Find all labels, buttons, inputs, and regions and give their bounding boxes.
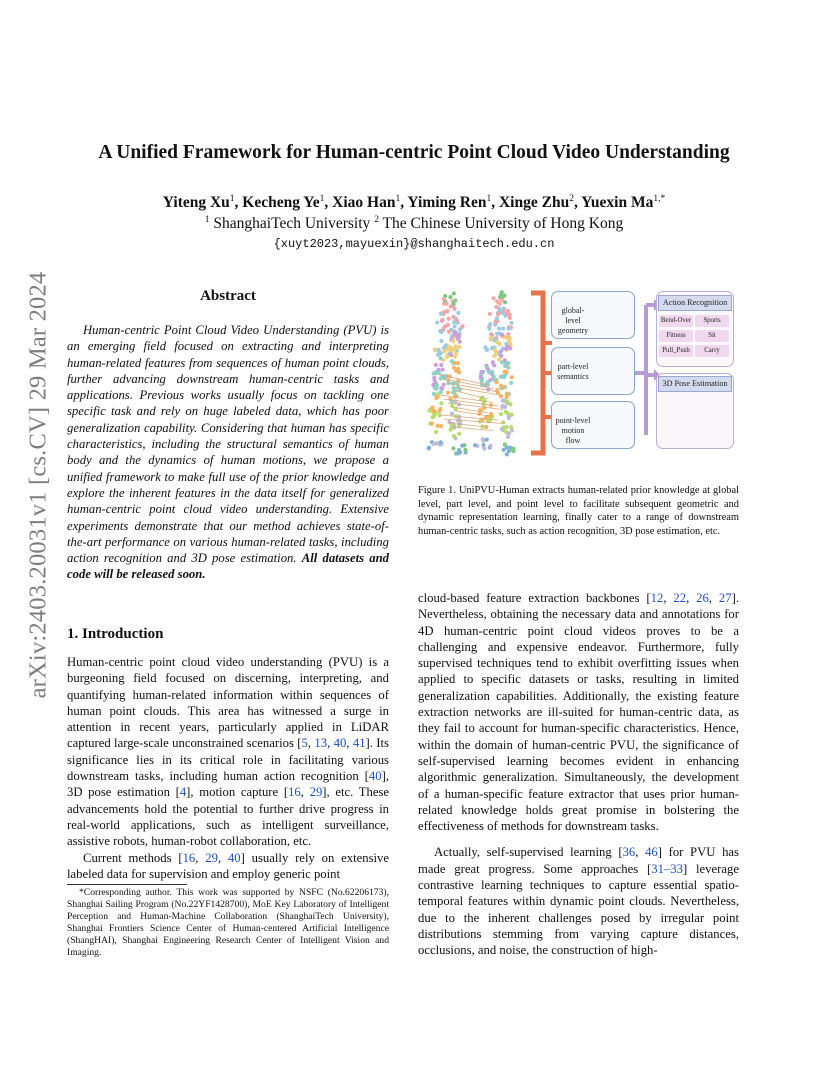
citation-link[interactable]: 46 (645, 845, 658, 860)
right-column-body (418, 590, 739, 959)
point-cloud-dot (437, 371, 441, 375)
text-run: cloud-based feature extraction backbones [ (418, 591, 651, 605)
point-cloud-dot (500, 298, 504, 302)
abstract-heading: Abstract (200, 288, 256, 304)
abstract-body (67, 322, 389, 583)
figure-1 (418, 285, 740, 467)
text-run: Actually, self-supervised learning [ (434, 845, 623, 860)
flow-line (440, 395, 493, 403)
paragraph: Current methods [16, 29, 40] usually rely on extensive labeled data for supervision and employ generic point (67, 850, 390, 881)
point-cloud-dot (454, 352, 458, 356)
citation-link[interactable]: 40 (333, 736, 347, 751)
point-cloud-dot (511, 447, 515, 451)
section-heading-introduction: 1. Introduction (67, 626, 164, 642)
point-cloud-dot (493, 337, 497, 341)
point-cloud-dot (435, 441, 439, 445)
point-cloud-dot (500, 333, 504, 337)
point-cloud-dot (500, 360, 504, 364)
point-cloud-dot (508, 346, 512, 350)
point-cloud-dot (449, 353, 453, 357)
panel-label-global: global-level geometry (557, 306, 589, 335)
point-cloud-dot (432, 376, 436, 380)
point-cloud-dot (488, 322, 492, 326)
action-tag: Sit (695, 330, 729, 342)
point-cloud-dot (484, 416, 488, 420)
author-name: Xinge Zhu (498, 194, 570, 212)
point-cloud-dot (499, 349, 503, 353)
point-cloud-dot (499, 354, 503, 358)
point-cloud-dot (501, 398, 505, 402)
point-cloud-dot (510, 413, 514, 417)
text-run: ], 3D pose estimation [ (67, 769, 389, 800)
point-cloud-dot (505, 392, 509, 396)
point-cloud-dot (501, 404, 505, 408)
point-cloud-dot (499, 412, 503, 416)
point-cloud-dot (434, 430, 438, 434)
citation-link[interactable]: 40 (368, 769, 382, 784)
panel-part-level (551, 347, 635, 395)
point-cloud-dot (481, 443, 485, 447)
point-cloud-dot (430, 422, 434, 426)
point-cloud-dot (486, 367, 490, 371)
point-cloud-dot (435, 320, 439, 324)
point-cloud-dot (433, 348, 437, 352)
point-cloud-dot (460, 324, 464, 328)
point-cloud-dot (449, 305, 453, 309)
point-cloud-dot (485, 348, 489, 352)
point-cloud-dot (452, 434, 456, 438)
author-emails: {xuyt2023,mayuexin}@shanghaitech.edu.cn (273, 237, 555, 251)
citation-link[interactable]: 16 (288, 785, 301, 800)
point-cloud-dot (510, 428, 514, 432)
text-run: ], etc. These advancements hold the potential to further drive progress in real-world applications, such as intelligent surveillance, assistive robots, human-robot collaboration, etc. (67, 785, 390, 849)
point-cloud-dot (507, 431, 511, 435)
point-cloud-dot (460, 444, 464, 448)
point-cloud-dot (454, 369, 458, 373)
point-cloud-dot (485, 380, 489, 384)
citation-link[interactable]: 40 (227, 850, 241, 865)
point-cloud-dot (491, 360, 495, 364)
paragraph: Human-centric point cloud video understanding (PVU) is a burgeoning field focused on discerning, interpreting, and quantifying human-related information within sequences of human point clouds. This area has witnessed a surge in attention in recent years, particularly applied in LiDAR captured large-scale unconstrained scenarios [5, 13, 40, 41]. Its significance lies in its critical role in facilitating various downstream tasks, including human action recognition [40], 3D pose estimation [4], motion capture [16, 29], etc. These advancements hold the potential to further drive progress in real-world applications, such as intelligent surveillance, assistive robots, human-robot collaboration, etc. (67, 655, 390, 849)
point-cloud-dot (457, 448, 461, 452)
point-cloud-dot (497, 326, 501, 330)
flow-line (456, 411, 493, 417)
point-cloud-dot (434, 363, 438, 367)
point-cloud-dot (439, 376, 443, 380)
point-cloud-dot (437, 348, 441, 352)
footnote-text: *Corresponding author. This work was supported by NSFC (No.62206173), Shanghai Sailing Program (No.22YF1428700), MoE Key Laboratory of Intelligent Perception and Human-Machine Collaboration (ShanghaiTech University), Shanghai Frontiers Science Center of Human-centered Artificial Intelligence (ShangHAI), Shanghai Engineering Research Center of Intelligent Vision and Imaging. (67, 887, 389, 958)
paragraph: Actually, self-supervised learning [36, 46] for PVU has made great progress. Some approaches [31–33] leverage contrastive learning techniques to capture essential spatio-temporal features within dynamic point clouds. Nevertheless, due to the inherent challenges posed by irregular point distributions stemming from varying capture distances, occlusions, and noise, the construction of high- (418, 845, 739, 958)
point-cloud-dot (431, 371, 435, 375)
point-cloud-dot (436, 395, 440, 399)
point-cloud-dot (430, 405, 434, 409)
point-cloud-dot (490, 370, 494, 374)
citation-link[interactable]: 13 (314, 736, 328, 751)
point-cloud-dot (479, 375, 483, 379)
author-mark: 1 (229, 194, 235, 204)
point-cloud-dot (448, 295, 452, 299)
point-cloud-dot (506, 309, 510, 313)
panel-label-point: point-level motion flow (555, 416, 591, 445)
point-cloud-dot (502, 375, 506, 379)
point-cloud-dot (439, 424, 443, 428)
point-cloud-dot (504, 425, 508, 429)
affiliation-mark: 2 (374, 215, 379, 225)
action-tag: Bend-Over (659, 315, 693, 327)
panel-label-part: part-level semantics (557, 362, 589, 381)
point-cloud-dot (442, 383, 446, 387)
point-cloud-dot (446, 391, 450, 395)
point-cloud-dot (493, 320, 497, 324)
text-run: Human-centric point cloud video understanding (PVU) is a burgeoning field focused on discerning, interpreting, and quantifying human-related information within sequences of human point clouds. This area has witnessed a surge in attention in recent years, particularly applied in LiDAR captured large-scale unconstrained scenarios [ (67, 655, 389, 751)
introduction-body (67, 654, 389, 882)
point-cloud-dot (489, 412, 493, 416)
point-cloud-dot (439, 440, 443, 444)
point-cloud-dot (456, 334, 460, 338)
author-name: Kecheng Ye (242, 194, 320, 212)
point-cloud-dot (437, 409, 441, 413)
point-cloud-dot (498, 308, 502, 312)
point-cloud-dot (504, 410, 508, 414)
point-cloud-dot (457, 345, 461, 349)
abstract-text: Human-centric Point Cloud Video Understanding (PVU) is an emerging field focused on extracting and interpreting human-related features from sequences of human point clouds, further advancing downstream human-centric tasks and applications. Previous works usually focus on tackling one specific task and rely on huge labeled data, which has poor generalization capability. Considering that human has specific characteristics, including the structural semantics of human body and the dynamics of human motions, we propose a unified framework to make full use of the prior knowledge and explore the inherent features in the data itself for generalized human-centric point cloud video understanding. Extensive experiments demonstrate that our method achieves state-of-the-art performance on various human-related tasks, including action recognition and 3D pose estimation. (67, 323, 389, 566)
point-cloud-dot (458, 340, 462, 344)
point-cloud-dot (482, 446, 486, 450)
point-cloud-dot (488, 312, 492, 316)
paragraph: cloud-based feature extraction backbones [12, 22, 26, 27]. Nevertheless, obtaining the necessary data and annotations for 4D human-centric point cloud videos proves to be a challenging and expensive endeavor. Furthermore, fully supervised techniques tend to exhibit overfitting issues when applied to specific datasets or tasks, resulting in limited generalization capabilities. Additionally, the existing feature extraction networks are ill-suited for human-centric data, as they fail to account for human-specific characteristics. Hence, within the domain of human-centric PVU, the significance of self-supervised learning becomes evident in enhancing algorithmic generalization. Simultaneously, the development of a human-specific feature extractor that uses prior human-related knowledge holds great promise in bolstering the effectiveness of methods for downstream tasks. (418, 591, 740, 834)
point-cloud-dot (481, 437, 485, 441)
author-mark: 1 (395, 194, 401, 204)
point-cloud-dot (510, 375, 514, 379)
footnote (67, 887, 389, 959)
point-cloud-dot (498, 342, 502, 346)
orange-bracket (531, 293, 552, 453)
point-cloud-dot (450, 348, 454, 352)
point-cloud-dot (452, 307, 456, 311)
point-cloud-dot (456, 311, 460, 315)
citation-link[interactable]: 29 (205, 850, 218, 865)
citation-link[interactable]: 26 (696, 591, 709, 605)
citation-link[interactable]: 36 (622, 845, 636, 860)
point-cloud-dot (501, 385, 505, 389)
point-cloud-dot (432, 392, 436, 396)
citation-link[interactable]: 22 (673, 591, 687, 605)
author-mark: 1 (486, 194, 492, 204)
point-cloud-dot (453, 324, 457, 328)
point-cloud-dot (452, 320, 456, 324)
point-cloud-dot (508, 316, 512, 320)
point-cloud-dot (446, 323, 450, 327)
point-cloud-dot (438, 329, 442, 333)
text-run: Current methods [ (83, 850, 183, 865)
action-tag: Pull_Push (659, 345, 693, 357)
author-name: Xiao Han (332, 194, 396, 212)
point-cloud-dot (507, 449, 511, 453)
panel-point-level (551, 401, 635, 449)
affiliations (0, 215, 828, 233)
figure-caption: Figure 1. UniPVU-Human extracts human-related prior knowledge at global level, part level, and point level to facilitate subsequent geometric and dynamic representation learning, finally cater to a range of downstream human-centric tasks, such as action recognition, 3D pose estimation, etc. (418, 485, 739, 537)
point-cloud-dot (427, 446, 431, 450)
affiliation-name: ShanghaiTech University (213, 215, 371, 233)
point-cloud-dot (503, 364, 507, 368)
text-run: ]. Nevertheless, obtaining the necessary data and annotations for 4D human-centric point cloud videos proves to be a challenging and expensive endeavor. Furthermore, fully supervised techniques tend to exhibit overfitting issues when applied to specific datasets or tasks, resulting in limited generalization capabilities. Additionally, the existing feature extraction networks are ill-suited for human-centric data, as they fail to account for human-specific characteristics. Hence, within the domain of human-centric PVU, the significance of self-supervised learning becomes evident in enhancing algorithmic generalization. Simultaneously, the development of a human-specific feature extractor that uses prior human-related knowledge holds great promise in bolstering the effectiveness of methods for downstream tasks. (418, 591, 740, 834)
point-cloud-dot (488, 444, 492, 448)
text-run: ] for PVU has made great progress. Some approaches [ (418, 845, 739, 876)
point-cloud-dot (440, 368, 444, 372)
citation-link[interactable]: 16 (182, 850, 196, 865)
point-cloud-dot (479, 370, 483, 374)
point-cloud-dot (435, 383, 439, 387)
citation-link[interactable]: 27 (718, 591, 732, 605)
affiliation-name: The Chinese University of Hong Kong (382, 215, 624, 233)
pose-estimation-title: 3D Pose Estimation (658, 376, 732, 392)
citation-link[interactable]: 5 (301, 736, 308, 751)
point-cloud-dot (500, 427, 504, 431)
citation-link[interactable]: 29 (309, 785, 323, 800)
citation-link[interactable]: 4 (179, 785, 187, 800)
point-cloud-dot (509, 321, 513, 325)
citation-link[interactable]: 31–33 (651, 861, 683, 876)
point-cloud-dot (451, 315, 455, 319)
action-recognition-title: Action Recognition (658, 295, 732, 311)
point-cloud-dot (453, 298, 457, 302)
text-run: ]. Its significance lies in its critical role in facilitating various downstream tasks, including human action recognition [ (67, 736, 389, 784)
point-cloud-dot (498, 302, 502, 306)
author-mark: 1 (319, 194, 325, 204)
point-cloud-dot (492, 374, 496, 378)
panel-global-level (551, 291, 635, 339)
abstract-bold-tail: All datasets and code will be released soon. (67, 551, 390, 582)
author-list: Yiteng Xu$^1$, Kecheng Ye$^1$, Xiao Han$^1$, Yiming Ren$^1$, Xinge Zhu$^2$, Yuexin $Ma^{1,*}$ (162, 194, 666, 212)
point-cloud-dot (492, 296, 496, 300)
point-cloud-dot (442, 297, 446, 301)
point-cloud-dot (451, 446, 455, 450)
point-cloud-dot (507, 327, 511, 331)
point-cloud-dot (489, 336, 493, 340)
text-run: ] usually rely on extensive labeled data for supervision and employ generic point (67, 850, 390, 881)
point-cloud-dot (447, 330, 451, 334)
point-cloud-dot (506, 361, 510, 365)
point-cloud-dot (487, 327, 491, 331)
point-cloud-dot (439, 363, 443, 367)
arxiv-stamp-text: arXiv:2403.20031v1 [cs.CV] 29 Mar 2024 (24, 271, 51, 699)
point-cloud-dot (485, 438, 489, 442)
author-mark: 2 (569, 194, 574, 204)
point-cloud-dot (503, 370, 507, 374)
point-cloud-dot (495, 380, 499, 384)
human-point-cloud-left (427, 291, 468, 455)
point-cloud-dot (450, 411, 454, 415)
author-mark: 1,* (653, 194, 666, 204)
point-cloud-dot (438, 356, 442, 360)
action-tag: Fitness (659, 330, 693, 342)
point-cloud-dot (439, 312, 443, 316)
point-cloud-dot (432, 409, 436, 413)
point-cloud-dot (452, 332, 456, 336)
human-point-cloud-right (473, 290, 516, 456)
affiliation-mark: 1 (204, 215, 210, 225)
point-cloud-dot (439, 401, 443, 405)
point-cloud-dot (450, 359, 454, 363)
text-run: ], motion capture [ (186, 785, 289, 800)
action-tag: Sports (695, 315, 729, 327)
point-cloud-dot (463, 448, 467, 452)
point-cloud-dot (448, 374, 452, 378)
author-name: Yiteng Xu (162, 194, 230, 212)
point-cloud-dot (451, 339, 455, 343)
point-cloud-dot (439, 339, 443, 343)
point-cloud-dot (506, 337, 510, 341)
citation-link[interactable]: 41 (352, 736, 366, 751)
point-cloud-dot (447, 317, 451, 321)
point-cloud-dot (440, 318, 444, 322)
point-cloud-dot (445, 302, 449, 306)
point-cloud-dot (501, 326, 505, 330)
point-cloud-dot (493, 348, 497, 352)
arxiv-side-stamp (18, 271, 58, 699)
paper-title: A Unified Framework for Human-centric Point Cloud Video Understanding (98, 142, 730, 163)
point-cloud-dot (458, 421, 462, 425)
text-run: ] leverage contrastive learning techniques to capture essential spatio-temporal features within dynamic point clouds. Nevertheless, due to the inherent challenges posed by irregular point distributions stemming from varying capture distances, occlusions, and noise, the construction of high- (418, 861, 739, 958)
citation-link[interactable]: 12 (650, 591, 664, 605)
author-name: Yiming Ren (407, 194, 487, 212)
point-cloud-dot (453, 388, 457, 392)
author-name: Yuexin Ma (581, 194, 654, 212)
point-cloud-dot (427, 409, 431, 413)
point-cloud-dot (509, 381, 513, 385)
point-cloud-dot (456, 379, 460, 383)
action-tag: Carry (695, 345, 729, 357)
point-cloud-dot (452, 291, 456, 295)
point-cloud-dot (457, 432, 461, 436)
footnote-divider (67, 884, 187, 885)
point-cloud-dot (473, 443, 477, 447)
